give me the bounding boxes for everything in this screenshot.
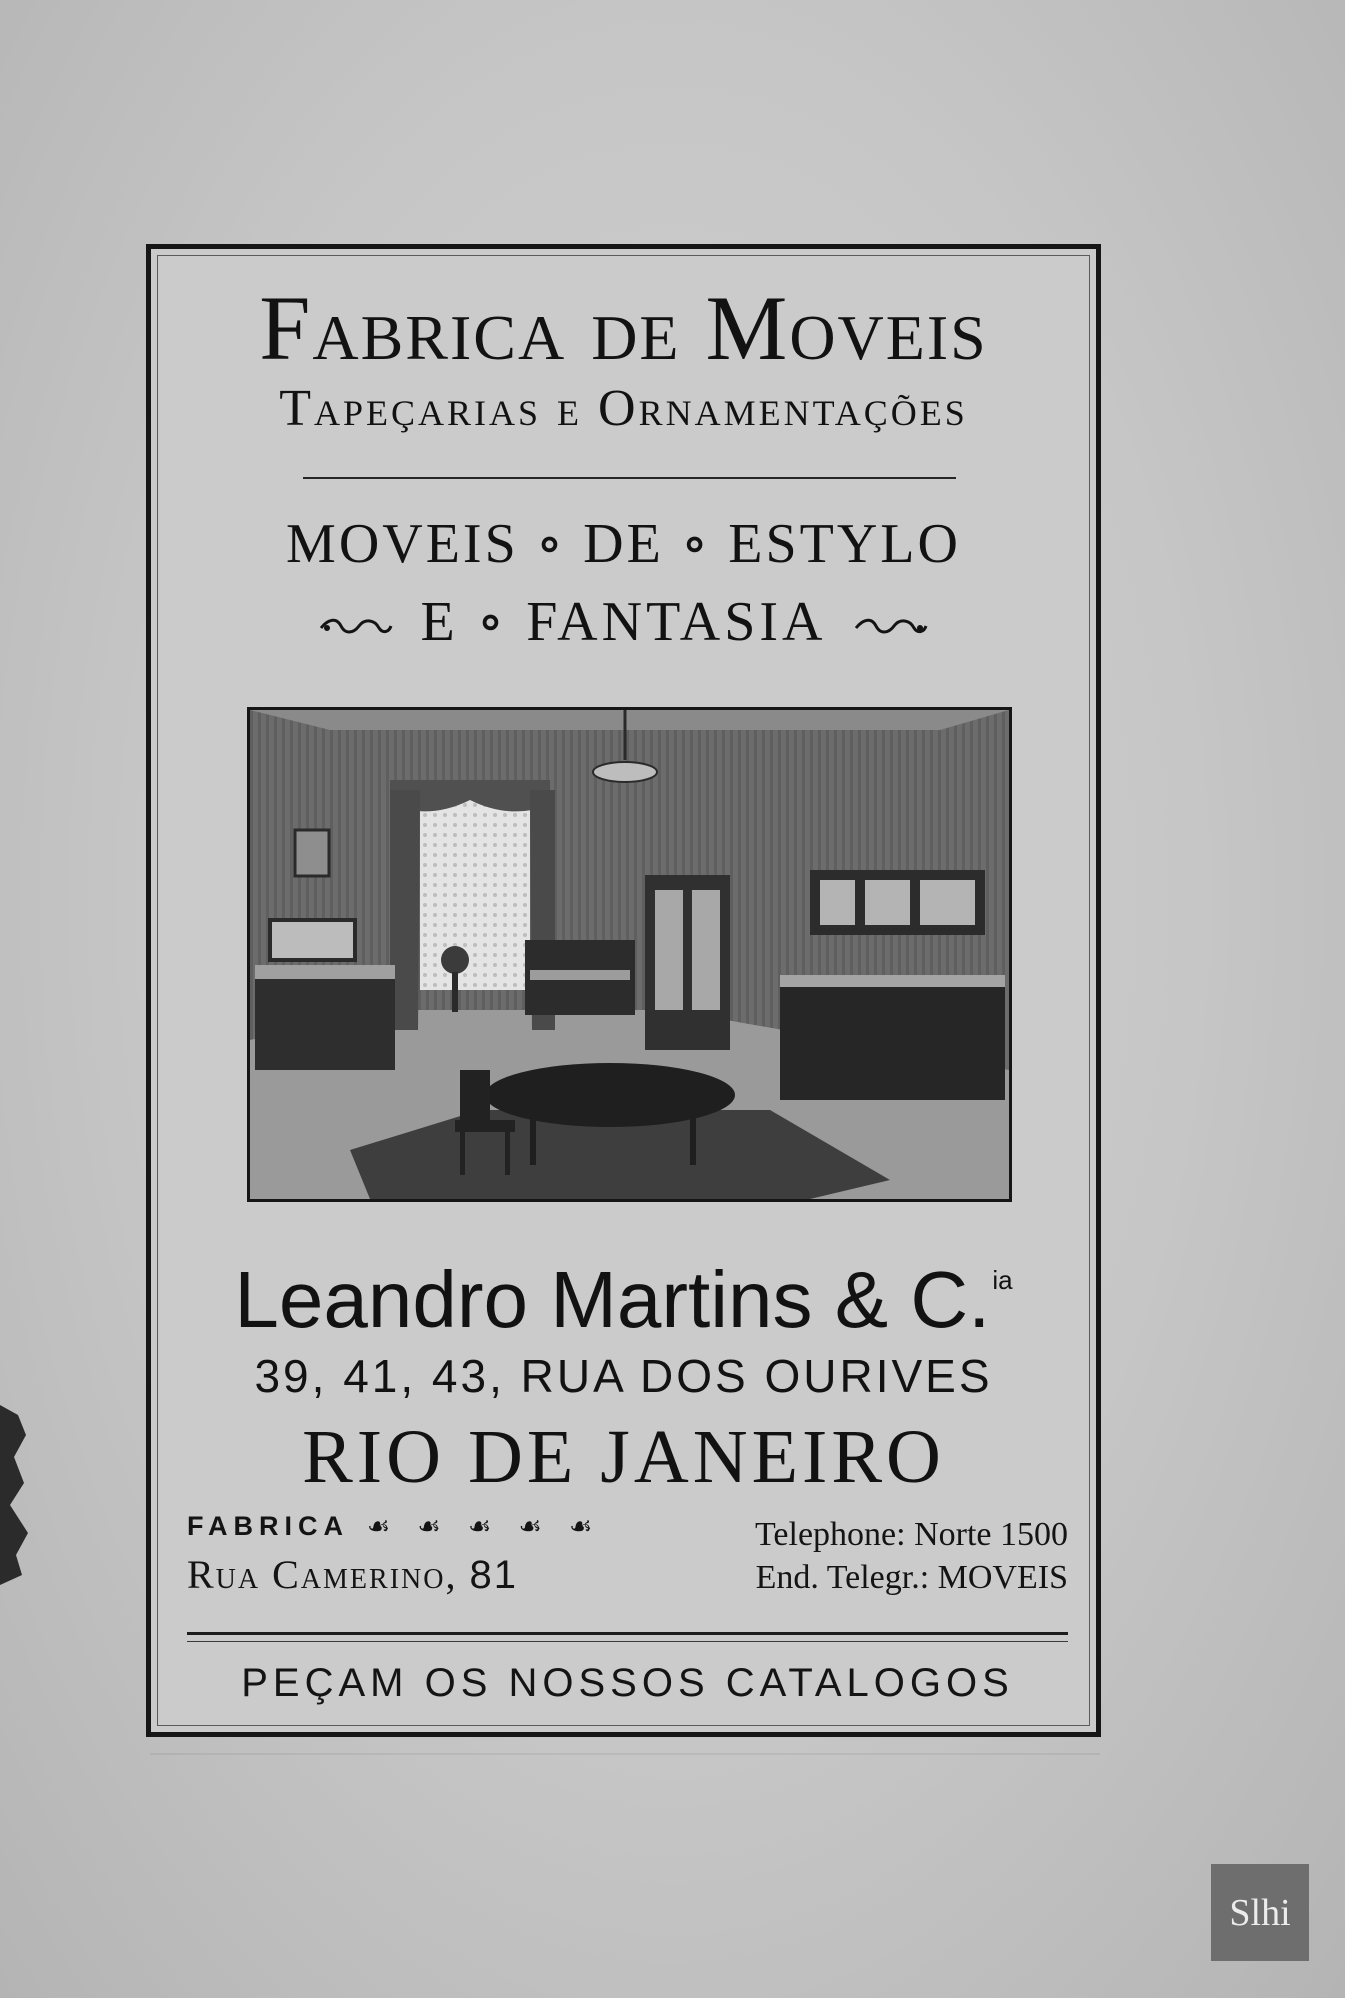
ad-title: Fabrica de Moveis <box>259 277 988 379</box>
fleuron-ornaments: ☙ ☙ ☙ ☙ ☙ <box>367 1511 603 1541</box>
shop-address: 39, 41, 43, RUA DOS OURIVES <box>254 1350 993 1402</box>
telephone-line: Telephone: Norte 1500 <box>755 1516 1068 1553</box>
factory-address <box>187 1551 518 1598</box>
factory-number: 81 <box>469 1553 518 1597</box>
factory-label <box>187 1511 602 1542</box>
company-name <box>151 1254 1096 1346</box>
left-swash-ornament <box>319 616 393 638</box>
dining-room-photograph <box>247 707 1012 1202</box>
library-mark-text: Slhi <box>1229 1891 1291 1934</box>
factory-label-text: FABRICA <box>187 1511 349 1541</box>
telegraph-line: End. Telegr.: MOVEIS <box>755 1559 1068 1596</box>
divider-rule <box>303 477 956 479</box>
catalog-request: PEÇAM OS NOSSOS CATALOGOS <box>241 1661 1014 1705</box>
fantasy-line <box>151 589 1096 654</box>
ad-subtitle: Tapeçarias e Ornamentações <box>279 380 968 437</box>
company-name-main: Leandro Martins & C. <box>234 1255 991 1344</box>
page-edge-tear <box>0 1405 34 1585</box>
factory-street: Rua Camerino, <box>187 1552 470 1597</box>
style-furniture-line: MOVEIS ∘ DE ∘ ESTYLO <box>286 513 961 575</box>
fantasy-text: E ∘ FANTASIA <box>420 591 827 653</box>
right-swash-ornament <box>854 616 928 638</box>
city-name: RIO DE JANEIRO <box>302 1415 945 1499</box>
library-watermark-logo <box>1211 1864 1309 1961</box>
advertisement-frame <box>146 244 1101 1737</box>
footer-rule-thin <box>187 1641 1068 1642</box>
footer-rule-thick <box>187 1632 1068 1635</box>
company-name-superscript: ia <box>992 1265 1013 1295</box>
contact-block <box>755 1513 1068 1599</box>
